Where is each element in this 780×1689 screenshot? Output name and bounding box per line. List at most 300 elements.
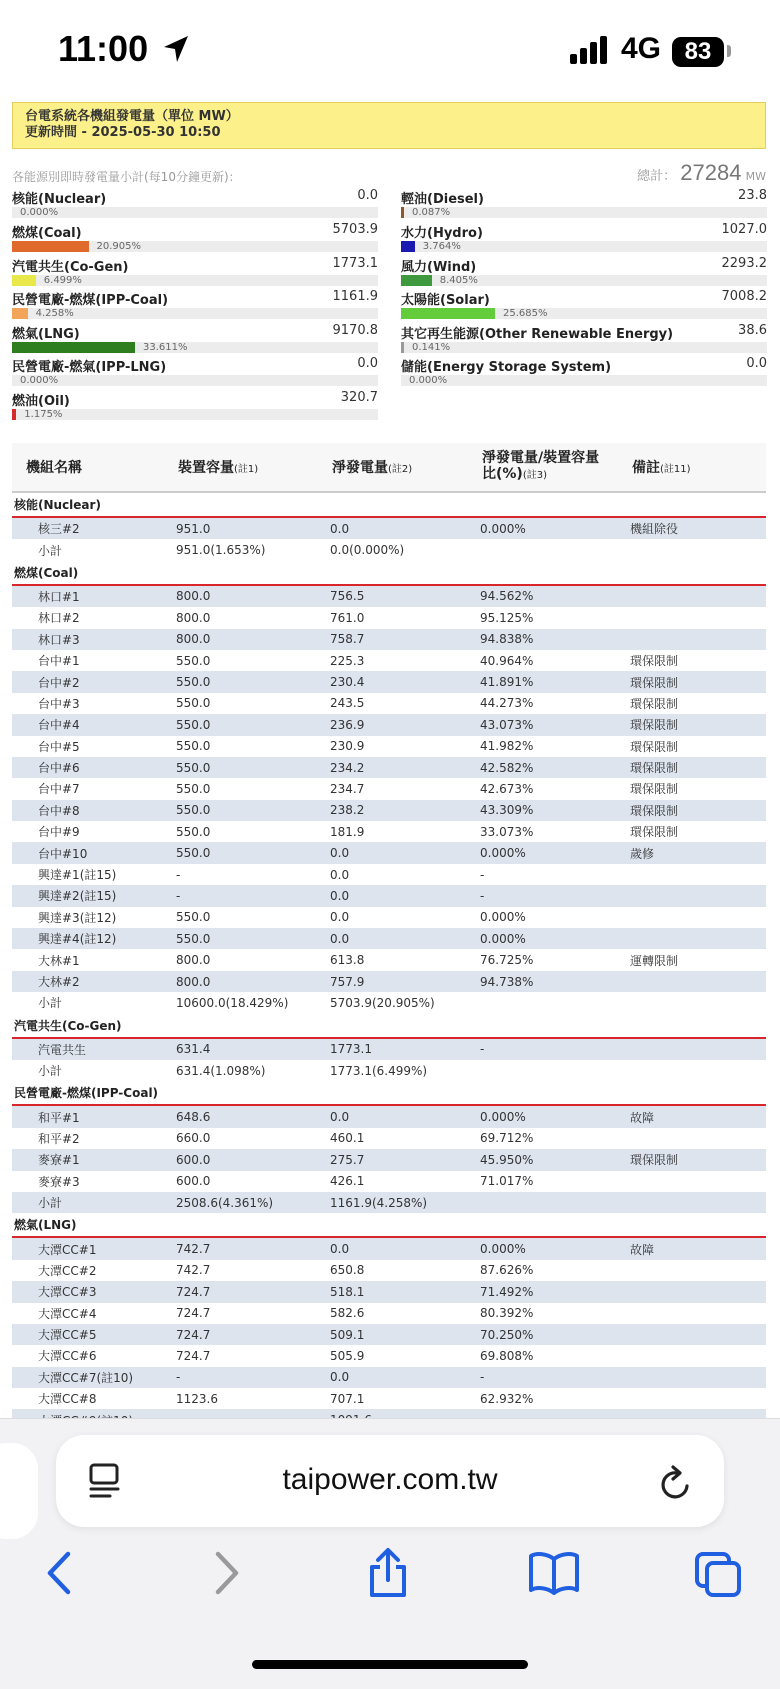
capacity-cell: 800.0 xyxy=(164,629,318,650)
table-row xyxy=(12,1128,766,1149)
capacity-cell: 550.0 xyxy=(176,824,211,839)
remark-cell xyxy=(618,1038,766,1060)
net-output-cell: 0.0(0.000%) xyxy=(330,543,405,558)
table-header-row xyxy=(12,443,766,492)
energy-cogen xyxy=(12,256,378,290)
table-row xyxy=(12,1367,766,1388)
energy-storage xyxy=(401,356,767,390)
table-row xyxy=(12,714,766,735)
energy-percent: 1.175% xyxy=(24,409,63,420)
energy-value: 9170.8 xyxy=(332,323,378,338)
unit-name-cell: 台中#6 xyxy=(12,757,164,778)
energy-value: 7008.2 xyxy=(721,289,767,304)
remark-cell xyxy=(618,1128,766,1149)
net-output-cell: 0.0 xyxy=(318,1367,468,1388)
back-icon[interactable] xyxy=(44,1551,74,1595)
energy-bar-fill xyxy=(401,241,415,252)
remark-cell: 環保限制 xyxy=(618,757,766,778)
unit-name-cell: 台中#5 xyxy=(38,739,80,754)
net-output-cell: 518.1 xyxy=(318,1281,468,1302)
remark-cell: 環保限制 xyxy=(630,825,679,840)
remark-cell xyxy=(618,1367,766,1388)
unit-name-cell: 台中#8 xyxy=(12,800,164,821)
capacity-cell: 631.4(1.098%) xyxy=(176,1063,266,1078)
energy-nuclear xyxy=(12,188,378,222)
unit-name-cell: 汽電共生 xyxy=(12,1038,164,1060)
unit-name-cell: 台中#2 xyxy=(12,671,164,692)
net-output-cell: 0.0 xyxy=(330,867,350,882)
energy-percent: 0.087% xyxy=(412,207,451,218)
remark-cell xyxy=(618,585,766,607)
unit-name-cell: 大林#1 xyxy=(38,953,80,968)
tabs-icon[interactable] xyxy=(694,1551,742,1597)
remark-cell xyxy=(618,1192,766,1213)
header-unit-label: 機組名稱 xyxy=(26,460,82,476)
net-output-cell: 275.7 xyxy=(318,1149,468,1170)
table-row xyxy=(12,671,766,692)
energy-bar-track xyxy=(12,375,378,386)
ratio-cell: - xyxy=(480,867,485,882)
ratio-cell xyxy=(468,539,618,560)
table-row xyxy=(12,971,766,992)
capacity-cell: 951.0(1.653%) xyxy=(176,543,266,558)
capacity-cell: 550.0 xyxy=(176,696,211,711)
energy-oil xyxy=(12,390,378,424)
unit-name-cell: 台中#1 xyxy=(38,654,80,669)
energy-percent: 6.499% xyxy=(43,275,82,286)
energy-name: 太陽能(Solar) xyxy=(401,293,490,308)
capacity-cell: 550.0 xyxy=(176,781,211,796)
net-output-cell: 1161.9(4.258%) xyxy=(318,1192,468,1213)
unit-name-cell: 台中#4 xyxy=(12,714,164,735)
unit-name-cell: 麥寮#1 xyxy=(12,1149,164,1170)
ratio-cell: 40.964% xyxy=(480,653,534,668)
energy-bar-fill xyxy=(401,342,404,353)
ratio-cell: 33.073% xyxy=(480,824,534,839)
total-label: 總計： xyxy=(637,169,677,184)
net-output-cell: 757.9 xyxy=(318,971,468,992)
net-output-cell: 460.1 xyxy=(330,1131,365,1146)
remark-cell: 環保限制 xyxy=(618,671,766,692)
ratio-cell: 0.000% xyxy=(468,928,618,949)
energy-bar-fill xyxy=(401,207,404,218)
header-remark-label: 備註 xyxy=(632,460,660,476)
ratio-cell: 95.125% xyxy=(480,610,534,625)
table-row xyxy=(12,693,766,714)
unit-name-cell: 台中#7 xyxy=(38,782,80,797)
ratio-cell: 44.273% xyxy=(480,696,534,711)
capacity-cell: 951.0 xyxy=(164,517,318,539)
ratio-cell xyxy=(468,1192,618,1213)
ratio-cell: - xyxy=(468,1367,618,1388)
remark-cell: 故障 xyxy=(618,1237,766,1259)
energy-ipp-coal xyxy=(12,289,378,323)
cellular-signal-icon xyxy=(570,36,610,64)
remark-cell: 歲修 xyxy=(618,842,766,863)
net-output-cell: 505.9 xyxy=(330,1348,365,1363)
energy-value: 0.0 xyxy=(357,356,378,371)
banner-title: 台電系統各機組發電量（單位 MW） xyxy=(25,109,239,124)
remark-cell: 環保限制 xyxy=(618,1149,766,1170)
table-row xyxy=(12,864,766,885)
unit-name-cell: 大潭CC#3 xyxy=(12,1281,164,1302)
net-output-cell: 761.0 xyxy=(330,610,365,625)
energy-name: 水力(Hydro) xyxy=(401,226,483,241)
energy-bar-fill xyxy=(401,308,495,319)
location-arrow-icon xyxy=(162,34,190,64)
unit-name-cell: 興達#1(註15) xyxy=(38,868,117,883)
capacity-cell: 2508.6(4.361%) xyxy=(164,1192,318,1213)
energy-percent: 0.141% xyxy=(412,342,451,353)
energy-bar-track xyxy=(401,207,767,218)
remark-cell xyxy=(618,928,766,949)
info-banner xyxy=(12,102,766,149)
net-output-cell: 234.7 xyxy=(330,781,365,796)
net-output-cell: 0.0 xyxy=(318,517,468,539)
net-output-cell: 756.5 xyxy=(318,585,468,607)
address-bar[interactable] xyxy=(56,1435,724,1527)
unit-name-cell: 核三#2 xyxy=(12,517,164,539)
net-output-cell: 426.1 xyxy=(330,1174,365,1189)
net-output-cell: 758.7 xyxy=(318,629,468,650)
remark-cell xyxy=(618,607,766,628)
bookmarks-icon[interactable] xyxy=(528,1551,580,1595)
ratio-cell: 94.562% xyxy=(468,585,618,607)
capacity-cell: 631.4 xyxy=(164,1038,318,1060)
ratio-cell: 0.000% xyxy=(468,517,618,539)
energy-name: 輕油(Diesel) xyxy=(401,192,484,207)
unit-name-cell: 林口#3 xyxy=(12,629,164,650)
table-row xyxy=(12,992,766,1013)
energy-solar xyxy=(401,289,767,323)
table-row xyxy=(12,1303,766,1324)
unit-name-cell: 大潭CC#6 xyxy=(38,1349,97,1364)
total-value: 27284 xyxy=(680,160,742,185)
energy-value: 0.0 xyxy=(357,188,378,203)
unit-name-cell: 興達#4(註12) xyxy=(12,928,164,949)
capacity-cell: 600.0 xyxy=(164,1149,318,1170)
energy-bar-fill xyxy=(12,409,16,420)
header-capacity-note: (註1) xyxy=(234,464,259,475)
forward-icon[interactable] xyxy=(212,1551,242,1595)
energy-name: 民營電廠-燃氣(IPP-LNG) xyxy=(12,360,167,375)
table-row xyxy=(12,821,766,842)
remark-cell xyxy=(618,1303,766,1324)
ratio-cell xyxy=(468,1060,618,1081)
energy-value: 38.6 xyxy=(738,323,767,338)
net-output-cell: 0.0 xyxy=(318,1237,468,1259)
unit-name-cell: 林口#2 xyxy=(38,611,80,626)
net-output-cell: 243.5 xyxy=(330,696,365,711)
capacity-cell: 550.0 xyxy=(176,739,211,754)
capacity-cell: - xyxy=(164,885,318,906)
energy-bar-track xyxy=(12,207,378,218)
remark-cell xyxy=(618,971,766,992)
table-group-header xyxy=(12,1213,766,1237)
energy-bar-track xyxy=(401,342,767,353)
energy-lng xyxy=(12,323,378,357)
energy-value: 23.8 xyxy=(738,188,767,203)
header-ratio-note: (註3) xyxy=(522,470,547,481)
energy-name: 燃煤(Coal) xyxy=(12,226,82,241)
table-row xyxy=(12,1171,766,1192)
energy-name: 燃氣(LNG) xyxy=(12,327,80,342)
capacity-cell: 600.0 xyxy=(176,1174,211,1189)
summary-label: 各能源別即時發電量小計(每10分鐘更新)： xyxy=(12,170,241,184)
capacity-cell: 724.7 xyxy=(176,1348,211,1363)
energy-percent: 33.611% xyxy=(143,342,188,353)
energy-percent: 0.000% xyxy=(409,375,448,386)
header-net-output xyxy=(318,443,468,492)
remark-cell xyxy=(618,629,766,650)
energy-coal xyxy=(12,222,378,256)
ratio-cell: 71.492% xyxy=(468,1281,618,1302)
capacity-cell: 800.0 xyxy=(164,585,318,607)
remark-cell xyxy=(618,1281,766,1302)
net-output-cell: 707.1 xyxy=(330,1391,365,1406)
unit-name-cell: 和平#2 xyxy=(38,1131,80,1146)
energy-percent: 20.905% xyxy=(96,241,141,252)
table-row xyxy=(12,842,766,863)
summary-header xyxy=(12,160,766,186)
remark-cell xyxy=(618,1171,766,1192)
remark-cell xyxy=(618,1388,766,1409)
ratio-cell: 94.738% xyxy=(468,971,618,992)
energy-bar-track xyxy=(12,409,378,420)
energy-percent: 4.258% xyxy=(35,308,74,319)
remark-cell xyxy=(618,885,766,906)
header-ratio-label: 淨發電量/裝置容量比(%) xyxy=(482,450,600,482)
remark-cell: 環保限制 xyxy=(630,782,679,797)
table-group-header xyxy=(12,1081,766,1105)
capacity-cell: - xyxy=(176,867,181,882)
unit-name-cell: 大潭CC#8 xyxy=(38,1392,97,1407)
table-row xyxy=(12,736,766,757)
ratio-cell: 80.392% xyxy=(480,1306,534,1321)
header-remark-note: (註11) xyxy=(660,464,691,475)
remark-cell: 運轉限制 xyxy=(630,953,679,968)
unit-name-cell: 小計 xyxy=(12,1192,164,1213)
remark-cell: 環保限制 xyxy=(630,654,679,669)
battery-icon: 83 xyxy=(672,37,724,67)
energy-value: 320.7 xyxy=(340,390,378,405)
table-row xyxy=(12,1237,766,1259)
energy-name: 核能(Nuclear) xyxy=(12,192,107,207)
unit-name-cell: 台中#3 xyxy=(38,696,80,711)
capacity-cell: 550.0 xyxy=(164,671,318,692)
energy-bar-fill xyxy=(12,342,135,353)
remark-cell: 環保限制 xyxy=(630,696,679,711)
generator-table xyxy=(12,443,766,1431)
table-row xyxy=(12,885,766,906)
capacity-cell: 742.7 xyxy=(164,1237,318,1259)
net-output-cell: 0.0 xyxy=(318,842,468,863)
ratio-cell: 87.626% xyxy=(480,1263,534,1278)
unit-name-cell: 大潭CC#2 xyxy=(38,1263,97,1278)
url-text[interactable]: taipower.com.tw xyxy=(282,1463,498,1496)
table-row xyxy=(12,1324,766,1345)
unit-name-cell: 林口#1 xyxy=(12,585,164,607)
header-remark xyxy=(618,443,766,492)
unit-name-cell: 興達#3(註12) xyxy=(38,910,117,925)
net-output-cell: 650.8 xyxy=(330,1263,365,1278)
ratio-cell: 0.000% xyxy=(468,1237,618,1259)
energy-value: 1773.1 xyxy=(332,256,378,271)
group-title: 燃煤(Coal) xyxy=(12,561,766,585)
capacity-cell: 800.0 xyxy=(176,953,211,968)
ratio-cell: 43.309% xyxy=(468,800,618,821)
energy-name: 燃油(Oil) xyxy=(12,394,70,409)
ratio-cell: - xyxy=(468,885,618,906)
net-output-cell: 236.9 xyxy=(318,714,468,735)
net-output-cell: 5703.9(20.905%) xyxy=(330,995,435,1010)
energy-name: 風力(Wind) xyxy=(401,260,477,275)
unit-name-cell: 大潭CC#7(註10) xyxy=(12,1367,164,1388)
total-output xyxy=(637,160,766,186)
ratio-cell: 62.932% xyxy=(480,1391,534,1406)
header-capacity xyxy=(164,443,318,492)
unit-name-cell: 小計 xyxy=(38,996,63,1011)
table-row xyxy=(12,1192,766,1213)
group-title: 核能(Nuclear) xyxy=(12,492,766,517)
remark-cell xyxy=(618,907,766,928)
remark-cell: 環保限制 xyxy=(630,739,679,754)
energy-bar-track xyxy=(401,308,767,319)
unit-name-cell: 大潭CC#5 xyxy=(12,1324,164,1345)
banner-updated: 更新時間 - 2025-05-30 10:50 xyxy=(25,125,221,140)
net-output-cell: 234.2 xyxy=(318,757,468,778)
net-output-cell: 582.6 xyxy=(330,1306,365,1321)
remark-cell: 環保限制 xyxy=(618,800,766,821)
status-time: 11:00 xyxy=(58,28,149,69)
net-output-cell: 0.0 xyxy=(318,928,468,949)
browser-toolbar xyxy=(0,1418,780,1689)
energy-bar-fill xyxy=(12,241,89,252)
table-row xyxy=(12,1388,766,1409)
remark-cell xyxy=(618,539,766,560)
energy-name: 儲能(Energy Storage System) xyxy=(401,360,612,375)
status-bar xyxy=(0,0,780,100)
table-row xyxy=(12,778,766,799)
remark-cell xyxy=(618,1260,766,1281)
home-indicator xyxy=(252,1660,528,1669)
table-row xyxy=(12,928,766,949)
capacity-cell: - xyxy=(164,1367,318,1388)
header-unit-name xyxy=(12,443,164,492)
unit-name-cell: 大林#2 xyxy=(12,971,164,992)
remark-cell xyxy=(618,992,766,1013)
unit-name-cell: 台中#10 xyxy=(12,842,164,863)
table-row xyxy=(12,907,766,928)
energy-bar-fill xyxy=(12,275,36,286)
unit-name-cell: 小計 xyxy=(38,1064,63,1079)
group-title: 民營電廠-燃煤(IPP-Coal) xyxy=(12,1081,766,1105)
energy-percent: 8.405% xyxy=(439,275,478,286)
energy-value: 1027.0 xyxy=(721,222,767,237)
table-row xyxy=(12,607,766,628)
remark-cell xyxy=(618,1324,766,1345)
energy-value: 1161.9 xyxy=(332,289,378,304)
remark-cell: 機組除役 xyxy=(618,517,766,539)
table-body xyxy=(12,492,766,1431)
ratio-cell: 42.673% xyxy=(480,781,534,796)
ratio-cell: 69.712% xyxy=(480,1131,534,1146)
capacity-cell: 1123.6 xyxy=(176,1391,218,1406)
ratio-cell: 43.073% xyxy=(468,714,618,735)
table-row xyxy=(12,1060,766,1081)
capacity-cell: 550.0 xyxy=(164,714,318,735)
table-row xyxy=(12,1281,766,1302)
total-unit: MW xyxy=(745,170,766,183)
energy-value: 5703.9 xyxy=(332,222,378,237)
capacity-cell: 742.7 xyxy=(176,1263,211,1278)
energy-bar-track xyxy=(12,342,378,353)
ratio-cell: 41.891% xyxy=(468,671,618,692)
network-type: 4G xyxy=(621,32,662,65)
table-group-header xyxy=(12,1014,766,1038)
energy-ipp-lng xyxy=(12,356,378,390)
capacity-cell: 550.0 xyxy=(164,800,318,821)
header-capacity-label: 裝置容量 xyxy=(178,460,234,476)
ratio-cell: 71.017% xyxy=(480,1174,534,1189)
table-row xyxy=(12,585,766,607)
ratio-cell: 69.808% xyxy=(480,1348,534,1363)
table-row xyxy=(12,650,766,671)
energy-name: 民營電廠-燃煤(IPP-Coal) xyxy=(12,293,169,308)
unit-name-cell: 台中#9 xyxy=(38,825,80,840)
ratio-cell: 42.582% xyxy=(468,757,618,778)
remark-cell: 故障 xyxy=(618,1105,766,1127)
ratio-cell: 45.950% xyxy=(468,1149,618,1170)
ratio-cell: 0.000% xyxy=(468,1105,618,1127)
battery-tip xyxy=(727,45,731,57)
net-output-cell: 225.3 xyxy=(330,653,365,668)
energy-bar-track xyxy=(12,241,378,252)
table-group-header xyxy=(12,561,766,585)
group-title: 汽電共生(Co-Gen) xyxy=(12,1014,766,1038)
capacity-cell: 800.0 xyxy=(176,610,211,625)
energy-other-renewable xyxy=(401,323,767,357)
ratio-cell: 0.000% xyxy=(468,842,618,863)
table-row xyxy=(12,800,766,821)
table-row xyxy=(12,1105,766,1127)
share-icon[interactable] xyxy=(366,1547,410,1599)
remark-cell xyxy=(618,1345,766,1366)
capacity-cell: 724.7 xyxy=(176,1306,211,1321)
remark-cell: 環保限制 xyxy=(618,714,766,735)
energy-wind xyxy=(401,256,767,290)
capacity-cell: 800.0 xyxy=(164,971,318,992)
header-ratio xyxy=(468,443,618,492)
ratio-cell: 94.838% xyxy=(468,629,618,650)
reload-icon[interactable] xyxy=(660,1465,694,1501)
ratio-cell: 41.982% xyxy=(480,739,534,754)
unit-name-cell: 大潭CC#4 xyxy=(38,1306,97,1321)
energy-percent: 0.000% xyxy=(20,375,59,386)
ratio-cell xyxy=(468,992,618,1013)
energy-name: 其它再生能源(Other Renewable Energy) xyxy=(401,327,674,342)
capacity-cell: 660.0 xyxy=(176,1131,211,1146)
capacity-cell: 648.6 xyxy=(164,1105,318,1127)
previous-tab-peek[interactable] xyxy=(0,1443,38,1539)
net-output-cell: 1773.1 xyxy=(318,1038,468,1060)
ratio-cell: 70.250% xyxy=(468,1324,618,1345)
net-output-cell: 238.2 xyxy=(318,800,468,821)
capacity-cell: 550.0 xyxy=(164,842,318,863)
energy-value: 2293.2 xyxy=(721,256,767,271)
table-row xyxy=(12,757,766,778)
energy-diesel xyxy=(401,188,767,222)
